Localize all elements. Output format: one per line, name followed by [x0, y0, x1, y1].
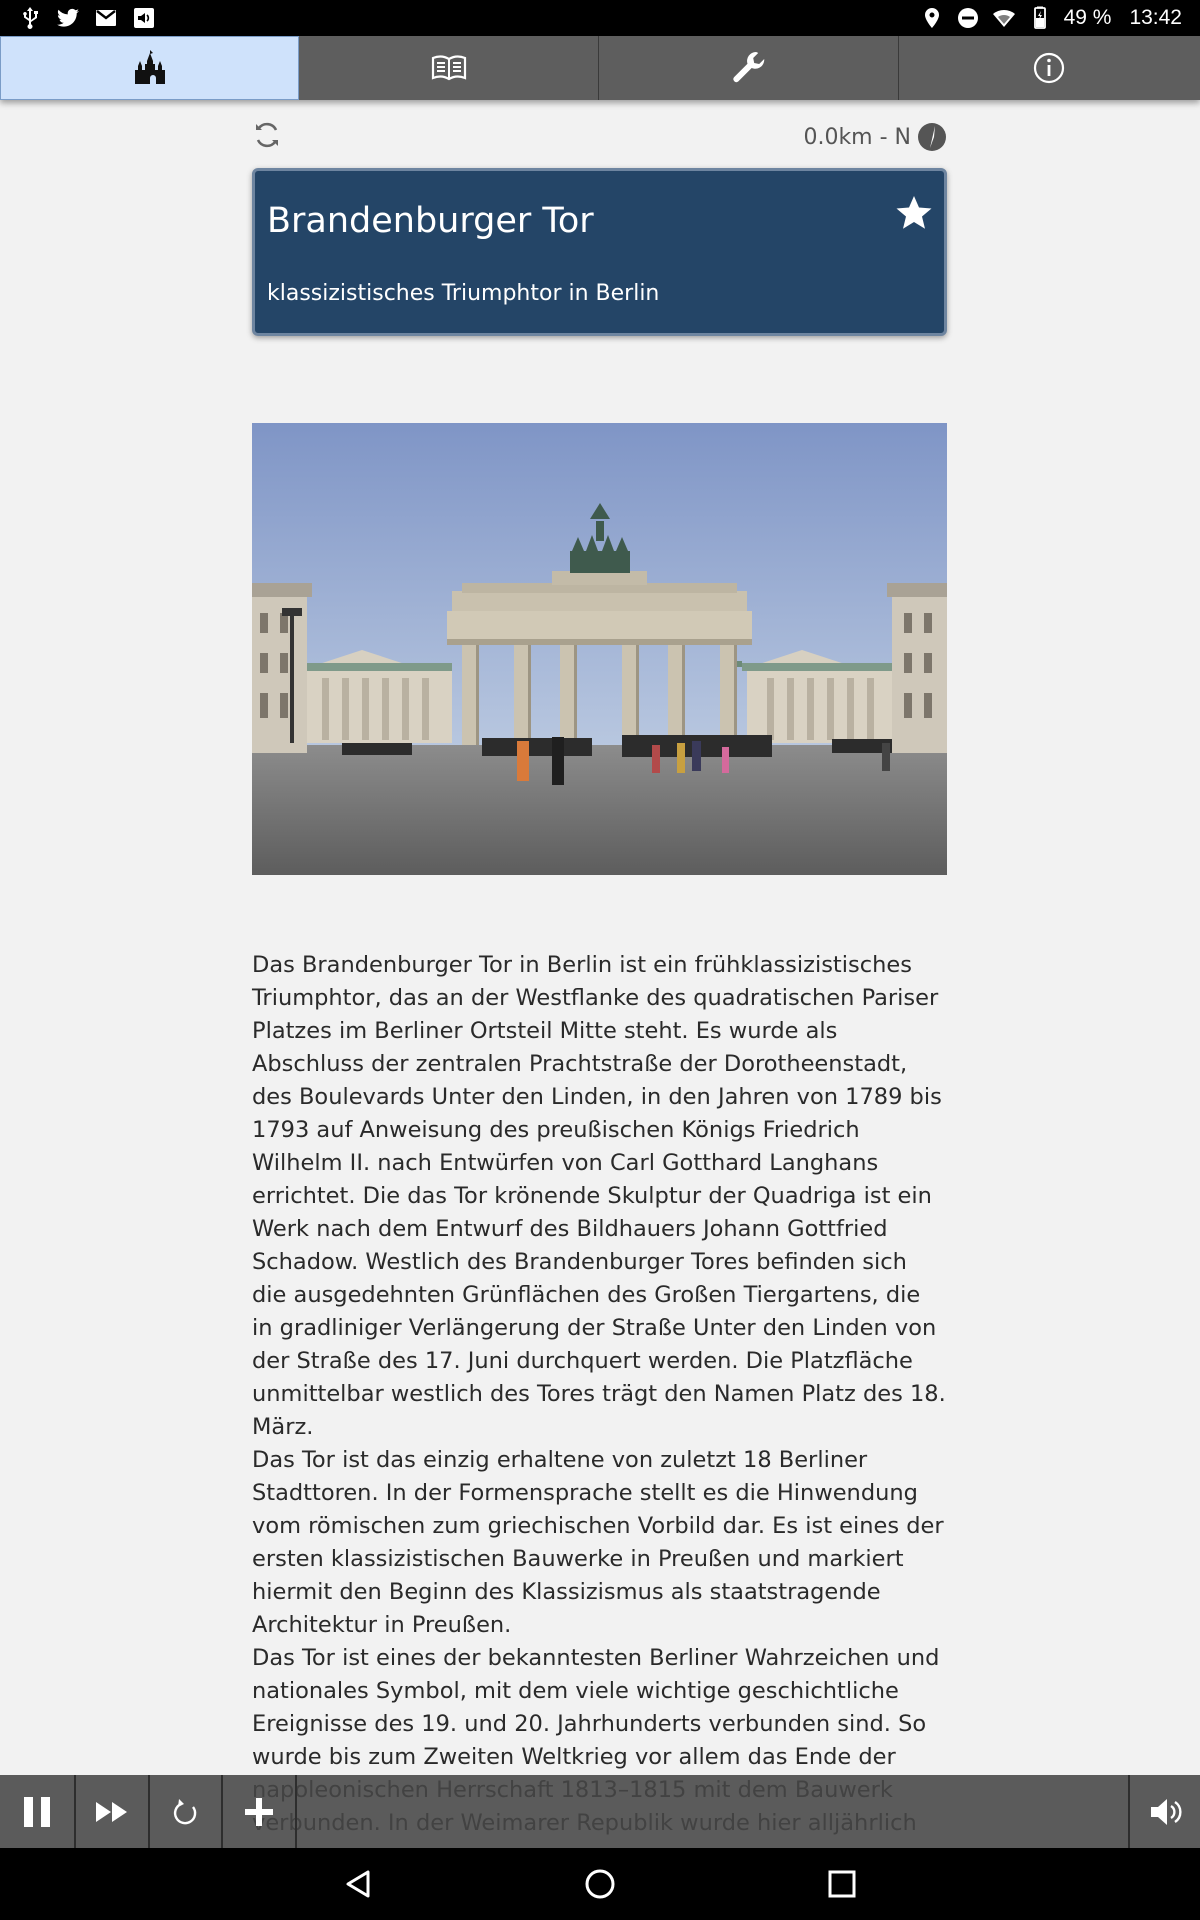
favorite-star-icon[interactable] [894, 193, 934, 233]
compass-icon [917, 122, 947, 152]
pause-icon [18, 1793, 56, 1831]
sight-description [252, 949, 947, 1840]
castle-icon [130, 48, 170, 88]
distance-indicator [803, 122, 947, 152]
replay-button[interactable] [150, 1775, 223, 1848]
tab-guide[interactable] [299, 36, 599, 100]
home-icon [582, 1866, 618, 1902]
clock: 13:42 [1129, 6, 1182, 29]
sight-subtitle: klassizistisches Triumphtor in Berlin [267, 281, 660, 306]
info-icon [1029, 48, 1069, 88]
replay-icon [167, 1793, 205, 1831]
audio-player-bar [0, 1775, 1200, 1848]
sight-title-card[interactable] [252, 168, 947, 336]
battery-icon [1028, 6, 1052, 30]
refresh-icon[interactable] [252, 120, 282, 150]
recents-button[interactable] [824, 1866, 860, 1902]
do-not-disturb-icon [956, 6, 980, 30]
audio-app-icon [132, 6, 156, 30]
back-button[interactable] [340, 1866, 376, 1902]
notification-icons [18, 4, 156, 32]
tab-settings[interactable] [599, 36, 899, 100]
battery-percentage: 49 % [1063, 6, 1112, 29]
wrench-icon [729, 48, 769, 88]
add-button[interactable] [223, 1775, 297, 1848]
description-paragraph: Das Brandenburger Tor in Berlin ist ein frühklassizistisches Triumphtor, das an der Westflanke des quadratischen Pariser Platzes im Berliner Ortsteil Mitte steht. Es wurde als Abschluss der zentralen Prachtstraße der Dorotheenstadt, des Boulevards Unter den Linden, in den Jahren von 1789 bis 1793 auf Anweisung des preußischen Königs Friedrich Wilhelm II. nach Entwürfen von Carl Gotthard Langhans errichtet. Die das Tor krönende Skulptur der Quadriga ist ein Werk nach dem Entwurf des Bildhauers Johann Gottfried Schadow. Westlich des Brandenburger Tores befinden sich die ausgedehnten Grünflächen des Großen Tiergartens, die in gradliniger Verlängerung der Straße Unter den Linden von der Straße des 17. Juni durchquert werden. Die Platzfläche unmittelbar westlich des Tores trägt den Namen Platz des 18. März. [252, 952, 946, 1440]
back-icon [340, 1866, 376, 1902]
sight-title: Brandenburger Tor [267, 201, 594, 241]
volume-button[interactable] [1128, 1775, 1200, 1848]
description-paragraph: Das Tor ist eines der bekanntesten Berliner Wahrzeichen und nationales Symbol, mit dem viele wichtige geschichtliche Ereignisse des 19. und 20. Jahrhunderts verbunden sind. So wurde bis zum Zweiten Weltkrieg vor allem das Ende der [252, 1645, 940, 1770]
recents-icon [824, 1866, 860, 1902]
sight-photo [252, 423, 947, 875]
tab-sights[interactable] [0, 36, 299, 100]
distance-text: 0.0km - N [803, 124, 911, 150]
pause-button[interactable] [0, 1775, 76, 1848]
system-icons [920, 4, 1182, 32]
description-paragraph: Das Tor ist das einzig erhaltene von zuletzt 18 Berliner Stadttoren. In der Formensprache stellt es die Hinwendung vom römischen zum griechischen Vorbild dar. Es ist eines der ersten klassizistischen Bauwerke in Preußen und markiert hiermit den Beginn des Klassizismus als staatstragende Architektur in Preußen. [252, 1447, 944, 1638]
status-bar [0, 0, 1200, 36]
book-icon [429, 48, 469, 88]
brandenburg-gate-image [252, 423, 947, 875]
tab-info[interactable] [899, 36, 1199, 100]
twitter-icon [56, 6, 80, 30]
fast-forward-button[interactable] [76, 1775, 150, 1848]
wifi-icon [992, 6, 1016, 30]
usb-icon [18, 6, 42, 30]
location-icon [920, 6, 944, 30]
sight-detail [252, 100, 947, 1770]
fast-forward-icon [93, 1793, 131, 1831]
navigation-bar [0, 1848, 1200, 1920]
location-row [252, 100, 947, 168]
volume-icon [1147, 1793, 1185, 1831]
tab-bar [0, 36, 1200, 100]
add-icon [240, 1793, 278, 1831]
gmail-icon [94, 6, 118, 30]
home-button[interactable] [582, 1866, 618, 1902]
